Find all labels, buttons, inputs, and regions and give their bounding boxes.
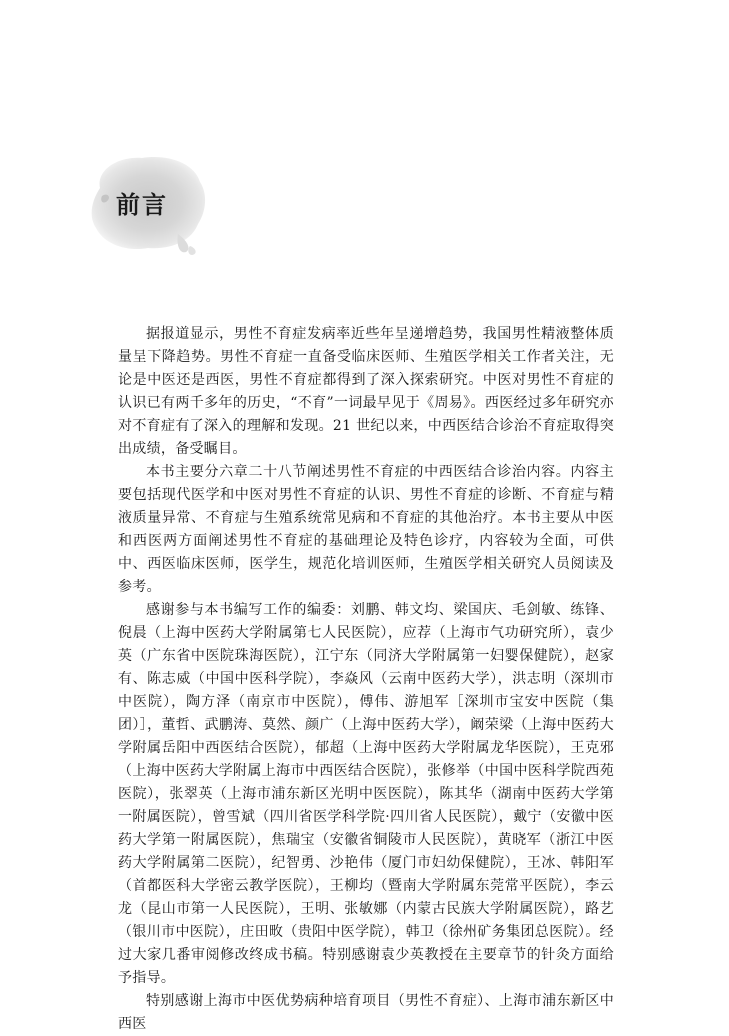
paragraph: 感谢参与本书编写工作的编委：刘鹏、韩文均、梁国庆、毛剑敏、练锋、倪晨（上海中医药大学附属第七人民医院），应荐（上海市气功研究所），袁少英（广东省中医院珠海医院），江宁东（同济大学附属第一妇婴保健院），赵家有、陈志威（中国中医科学院），李焱风（云南中医药大学），洪志明（深圳市中医院），陶方泽（南京市中医院），傅伟、游旭军［深圳市宝安中医院（集团）］，董哲、武鹏涛、莫然、颜广（上海中医药大学），阚荣梁（上海中医药大学附属岳阳中西医结合医院），郁超（上海中医药大学附属龙华医院），王克邪（上海中医药大学附属上海市中西医结合医院），张修举（中国中医科学院西苑医院），张翠英（上海市浦东新区光明中医医院），陈其华（湖南中医药大学第一附属医院），曾雪斌（四川省医学科学院·四川省人民医院），戴宁（安徽中医药大学第一附属医院），焦瑞宝（安徽省铜陵市人民医院），黄晓军（浙江中医药大学附属第二医院），纪智勇、沙艳伟（厦门市妇幼保健院），王冰、韩阳军（首都医科大学密云教学医院），王柳均（暨南大学附属东莞常平医院），李云龙（昆山市第一人民医院），王明、张敏娜（内蒙古民族大学附属医院），路艺（银川市中医院），庄田畋（贵阳中医学院），韩卫（徐州矿务集团总医院）。经过大家几番审阅修改终成书稿。特别感谢袁少英教授在主要章节的针灸方面给予指导。 (118, 602, 614, 986)
paragraph: 据报道显示，男性不育症发病率近些年呈递增趋势，我国男性精液整体质量呈下降趋势。男性不育症一直备受临床医师、生殖医学相关工作者关注，无论是中医还是西医，男性不育症都得到了深入探索研究。中医对男性不育症的认识已有两千多年的历史，“不育”一词最早见于《周易》。西医经过多年研究亦对不育症有了深入的理解和发现。21 世纪以来，中西医结合诊治不育症取得突出成绩，备受瞩目。 (118, 326, 614, 457)
title-block (82, 148, 212, 258)
paragraph: 本书主要分六章二十八节阐述男性不育症的中西医结合诊治内容。内容主要包括现代医学和中医对男性不育症的认识、男性不育症的诊断、不育症与精液质量异常、不育症与生殖系统常见病和不育症的其他治疗。本书主要从中医和西医两方面阐述男性不育症的基础理论及特色诊疗，内容较为全面，可供中、西医临床医师，医学生，规范化培训医师，生殖医学相关研究人员阅读及参考。 (118, 464, 614, 595)
preface-body (118, 323, 614, 1036)
paragraph: 特别感谢上海市中医优势病种培育项目（男性不育症）、上海市浦东新区中西医 (118, 993, 614, 1032)
page-title: 前言 (116, 191, 168, 219)
